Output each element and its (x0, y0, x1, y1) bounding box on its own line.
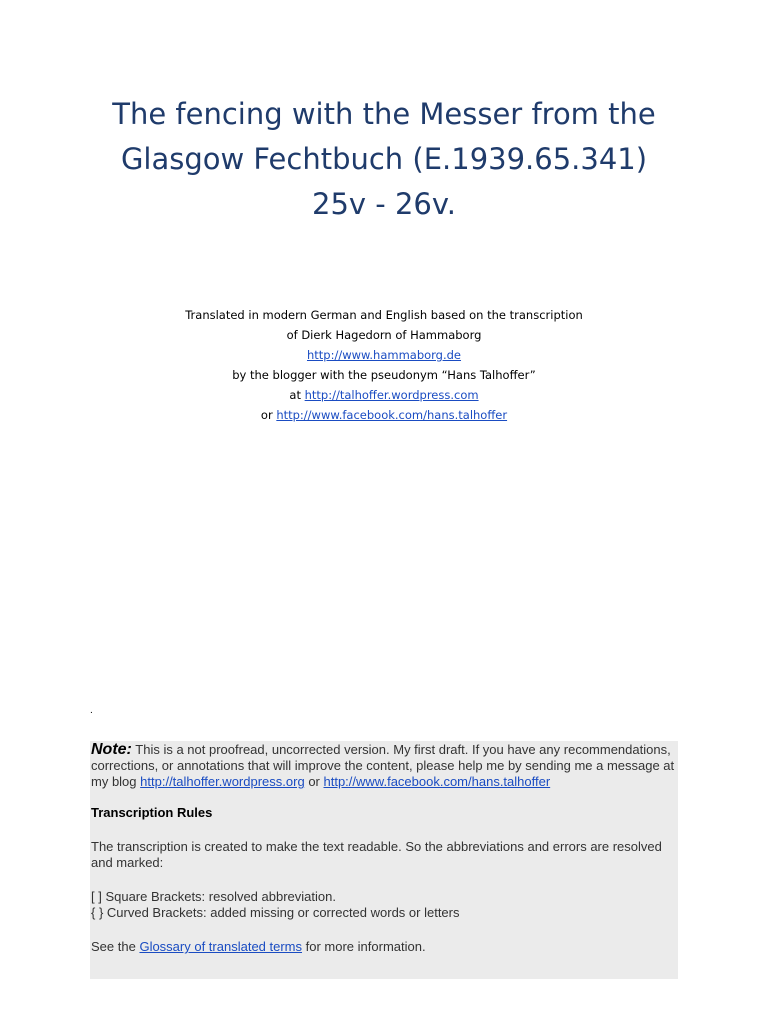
title-line-3: 25v - 26v. (312, 187, 456, 221)
title-line-2: Glasgow Fechtbuch (E.1939.65.341) (120, 142, 648, 176)
credits-line-3 (0, 345, 768, 365)
glossary-suffix: for more information. (305, 939, 426, 954)
note-box (90, 741, 678, 979)
credits-block (0, 305, 768, 425)
facebook-link[interactable]: http://www.facebook.com/hans.talhoffer (276, 408, 508, 422)
credits-line-6 (0, 405, 768, 425)
hammaborg-link[interactable]: http://www.hammaborg.de (306, 348, 462, 362)
credits-or-text: or (260, 408, 273, 422)
transcription-rules-description: The transcription is created to make the text readable. So the abbreviations and errors are resolved and marked: (91, 839, 662, 870)
glossary-prefix: See the (91, 939, 136, 954)
glossary-link[interactable]: Glossary of translated terms (139, 939, 303, 954)
bracket-rules (91, 889, 676, 921)
title-line-1: The fencing with the Messer from the (112, 97, 656, 131)
talhoffer-wordpress-link[interactable]: http://talhoffer.wordpress.com (304, 388, 479, 402)
note-facebook-link[interactable]: http://www.facebook.com/hans.talhoffer (323, 774, 551, 789)
note-text: This is a not proofread, uncorrected version. My first draft. If you have any recommendations, corrections, or annotations that will improve the content, please help me by sending me a message at my blog (91, 742, 675, 789)
square-bracket-rule: [ ] Square Brackets: resolved abbreviation. (91, 889, 336, 904)
note-paragraph (91, 741, 676, 790)
glossary-line (91, 939, 676, 955)
note-or-text: or (308, 774, 320, 789)
credits-line-5 (0, 385, 768, 405)
credits-line-1: Translated in modern German and English based on the transcription (185, 308, 583, 322)
transcription-rules-heading: Transcription Rules (91, 805, 213, 820)
stray-dot: . (90, 705, 93, 716)
credits-line-4: by the blogger with the pseudonym “Hans Talhoffer” (232, 368, 536, 382)
credits-at-text: at (289, 388, 301, 402)
credits-line-2: of Dierk Hagedorn of Hammaborg (286, 328, 482, 342)
document-title (0, 92, 768, 227)
note-blog-link[interactable]: http://talhoffer.wordpress.org (140, 774, 305, 789)
curved-bracket-rule: { } Curved Brackets: added missing or corrected words or letters (91, 905, 460, 920)
note-label: Note: (91, 741, 132, 758)
